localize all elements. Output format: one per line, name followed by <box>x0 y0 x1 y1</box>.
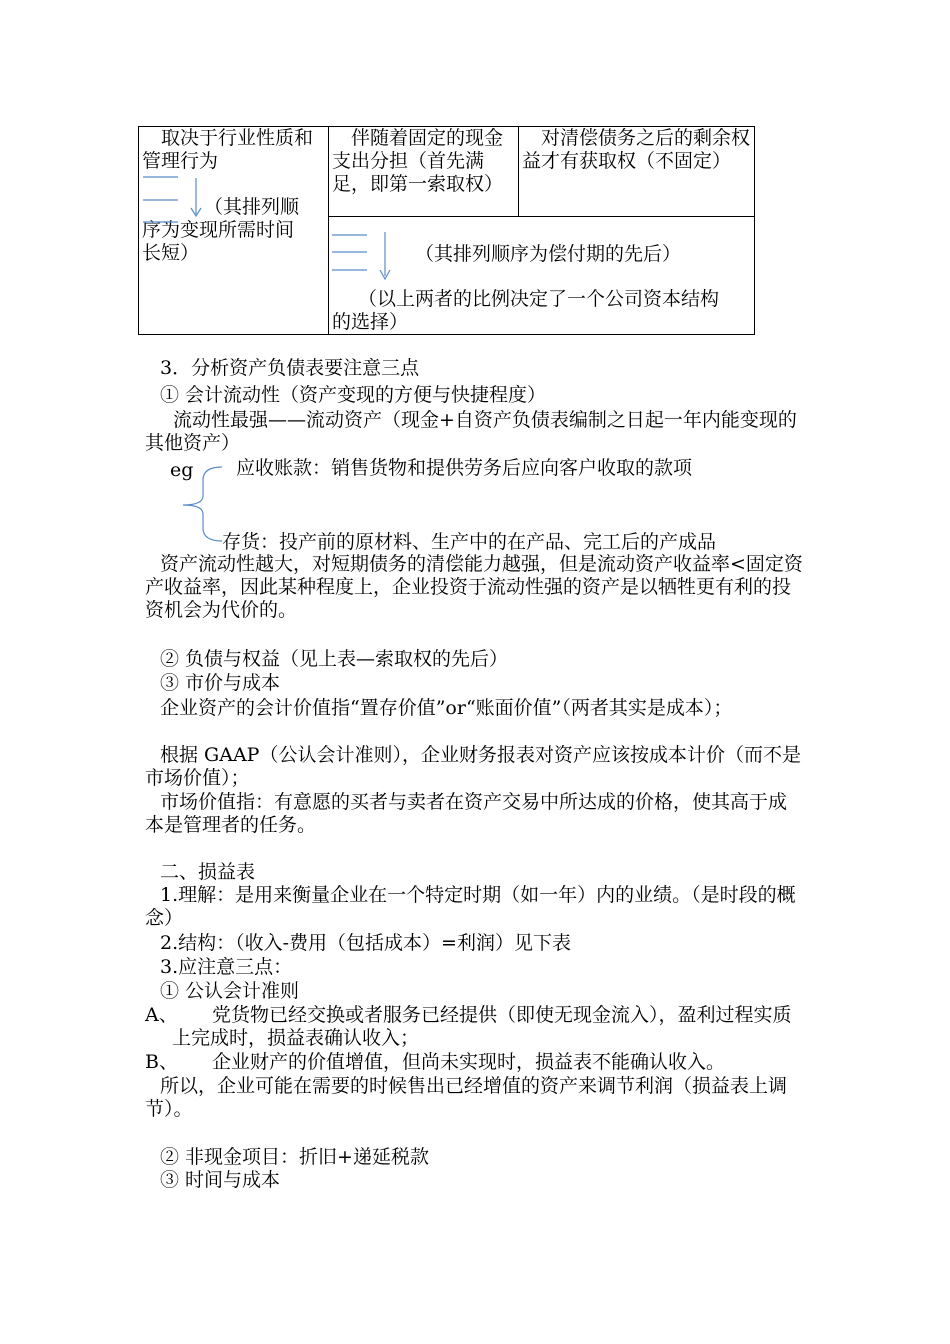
item-b-text: 企业财产的价值增值，但尚未实现时，损益表不能确认收入。 <box>212 1051 726 1073</box>
cell-assets-note: （其排列顺序为变现所需时间长短） <box>142 196 300 264</box>
item-b-label: B、 <box>145 1051 178 1073</box>
point-1-text: 流动性最强——流动资产（现金+自资产负债表编制之日起一年内能变现的其他资产） <box>145 409 797 454</box>
income-3: 3.应注意三点： <box>160 956 293 978</box>
gaap-paragraph: 根据 GAAP（公认会计准则），企业财务报表对资产应该按成本计价（而不是市场价值）； <box>145 744 801 789</box>
eg-item-inventory: 存货：投产前的原材料、生产中的在产品、完工后的产成品 <box>222 531 717 553</box>
income-point-1: ① 公认会计准则 <box>160 980 300 1002</box>
conclusion-paragraph: 所以，企业可能在需要的时候售出已经增值的资产来调节利润（损益表上调节）。 <box>145 1075 788 1120</box>
eg-label: eg <box>170 459 194 481</box>
market-value-paragraph: 市场价值指：有意愿的买者与卖者在资产交易中所达成的价格，使其高于成本是管理者的任务。 <box>145 791 788 836</box>
cell-liabilities-text: 伴随着固定的现金支出分担（首先满足，即第一索取权） <box>332 127 504 195</box>
income-2: 2.结构：（收入-费用（包括成本）=利润）见下表 <box>160 932 571 954</box>
point-3: ③ 市价与成本 <box>160 672 281 694</box>
cell-equity-text: 对清偿债务之后的剩余权益才有获取权（不固定） <box>522 127 751 172</box>
income-point-2: ② 非现金项目：折旧+递延税款 <box>160 1146 429 1168</box>
item-a-label: A、 <box>145 1004 178 1026</box>
order-note: （其排列顺序为偿付期的先后） <box>415 243 682 265</box>
liquidity-paragraph: 资产流动性越大，对短期债务的清偿能力越强，但是流动资产收益率<固定资产收益率，因此某种程度上，企业投资于流动性强的资产是以牺牲更有利的投资机会为代价的。 <box>145 553 803 621</box>
eg-item-receivables: 应收账款：销售货物和提供劳务后应向客户收取的款项 <box>236 457 693 479</box>
cell-assets-text: 取决于行业性质和管理行为 <box>142 127 314 172</box>
income-1: 1.理解：是用来衡量企业在一个特定时期（如一年）内的业绩。（是时段的概念） <box>145 884 796 929</box>
point-2: ② 负债与权益（见上表—索取权的先后） <box>160 648 509 670</box>
structure-note: （以上两者的比例决定了一个公司资本结构的选择） <box>332 288 720 333</box>
item-a-text: 党货物已经交换或者服务已经提供（即使无现金流入），盈利过程实质上完成时，损益表确认收入； <box>172 1004 792 1049</box>
section-income-statement-heading: 二、损益表 <box>160 861 256 883</box>
income-point-3: ③ 时间与成本 <box>160 1169 281 1191</box>
section-3-heading: 3．分析资产负债表要注意三点 <box>160 357 420 379</box>
point-1: ① 会计流动性（资产变现的方便与快捷程度） <box>160 384 547 406</box>
book-value-paragraph: 企业资产的会计价值指“置存价值”or“账面价值”（两者其实是成本）； <box>160 697 733 719</box>
